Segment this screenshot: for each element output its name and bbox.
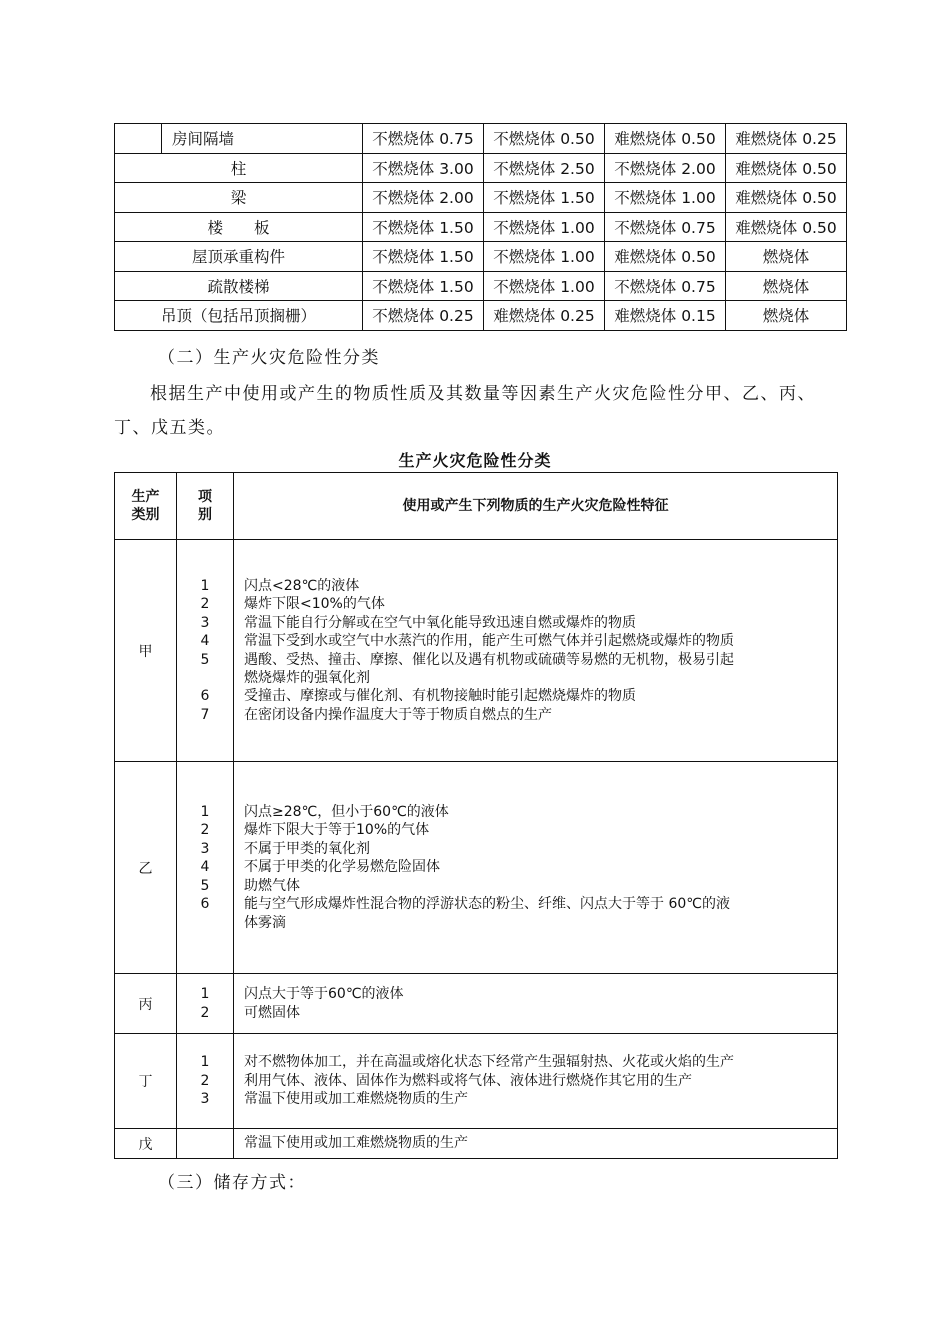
fire-rating-cell: 不燃烧体 0.75 bbox=[605, 212, 726, 242]
characteristic-line: 闪点<28℃的液体 bbox=[244, 577, 360, 594]
characteristic-line: 爆炸下限<10%的气体 bbox=[244, 596, 385, 613]
characteristic-line: 不属于甲类的化学易燃危险固体 bbox=[244, 859, 440, 876]
item-number: 5 bbox=[200, 651, 210, 668]
fire-resistance-row bbox=[115, 124, 847, 154]
item-number bbox=[177, 914, 233, 932]
item-number: 2 bbox=[200, 822, 210, 839]
fire-rating-cell: 不燃烧体 0.75 bbox=[363, 124, 484, 154]
fire-rating-cell: 不燃烧体 2.00 bbox=[363, 183, 484, 213]
characteristic-line: 常温下使用或加工难燃烧物质的生产 bbox=[244, 1135, 468, 1152]
fire-rating-cell: 不燃烧体 2.50 bbox=[484, 153, 605, 183]
characteristics-cell bbox=[234, 1129, 838, 1159]
category-cell: 甲 bbox=[115, 540, 177, 762]
characteristic-line: 不属于甲类的氧化剂 bbox=[244, 840, 370, 857]
fire-resistance-table bbox=[114, 123, 847, 331]
fire-rating-cell: 不燃烧体 0.50 bbox=[484, 124, 605, 154]
characteristic-line: 爆炸下限大于等于10%的气体 bbox=[244, 822, 430, 839]
item-numbers-cell bbox=[177, 1129, 234, 1159]
fire-rating-cell: 难燃烧体 0.25 bbox=[726, 124, 847, 154]
fire-rating-cell: 不燃烧体 1.00 bbox=[484, 242, 605, 272]
item-number: 6 bbox=[200, 688, 210, 705]
fire-resistance-row bbox=[115, 183, 847, 213]
component-label: 吊顶（包括吊顶搁栅） bbox=[115, 301, 363, 331]
item-number bbox=[177, 669, 233, 687]
header-item bbox=[177, 473, 234, 540]
category-cell: 戊 bbox=[115, 1129, 177, 1159]
item-number: 1 bbox=[200, 577, 210, 594]
fire-resistance-row bbox=[115, 271, 847, 301]
characteristic-line: 常温下使用或加工难燃烧物质的生产 bbox=[244, 1091, 468, 1108]
header-item-line1: 项 bbox=[198, 489, 212, 505]
characteristics-cell bbox=[234, 1034, 838, 1129]
hazard-table-body bbox=[115, 473, 838, 1159]
component-label: 疏散楼梯 bbox=[115, 271, 363, 301]
paragraph-line1: 根据生产中使用或产生的物质性质及其数量等因素生产火灾危险性分甲、乙、丙、 bbox=[150, 384, 816, 404]
fire-rating-cell: 燃烧体 bbox=[726, 301, 847, 331]
item-number: 4 bbox=[200, 633, 210, 650]
fire-resistance-row bbox=[115, 153, 847, 183]
characteristic-line: 体雾滴 bbox=[244, 914, 286, 931]
header-category-line2: 类别 bbox=[131, 507, 160, 523]
characteristic-line: 燃烧爆炸的强氧化剂 bbox=[244, 669, 370, 686]
hazard-table-header-row bbox=[115, 473, 838, 540]
fire-rating-cell: 不燃烧体 1.00 bbox=[484, 271, 605, 301]
fire-rating-cell: 难燃烧体 0.25 bbox=[484, 301, 605, 331]
fire-rating-cell: 燃烧体 bbox=[726, 242, 847, 272]
fire-rating-cell: 不燃烧体 0.75 bbox=[605, 271, 726, 301]
characteristic-line: 助燃气体 bbox=[244, 877, 300, 894]
fire-resistance-table-body bbox=[115, 124, 847, 331]
fire-rating-cell: 不燃烧体 0.25 bbox=[363, 301, 484, 331]
component-label: 楼 板 bbox=[115, 212, 363, 242]
fire-rating-cell: 不燃烧体 1.50 bbox=[363, 242, 484, 272]
fire-resistance-row bbox=[115, 242, 847, 272]
item-number: 3 bbox=[200, 614, 210, 631]
fire-rating-cell: 不燃烧体 2.00 bbox=[605, 153, 726, 183]
fire-rating-cell: 难燃烧体 0.50 bbox=[726, 153, 847, 183]
item-number: 7 bbox=[200, 706, 210, 723]
characteristic-line: 遇酸、受热、撞击、摩擦、催化以及遇有机物或硫磺等易燃的无机物，极易引起 bbox=[244, 651, 734, 668]
fire-rating-cell: 难燃烧体 0.50 bbox=[605, 124, 726, 154]
item-number: 6 bbox=[200, 896, 210, 913]
row-indent-cell bbox=[115, 124, 162, 154]
component-label: 房间隔墙 bbox=[162, 124, 363, 154]
characteristic-line: 利用气体、液体、固体作为燃料或将气体、液体进行燃烧作其它用的生产 bbox=[244, 1072, 692, 1089]
item-number: 1 bbox=[200, 1054, 210, 1071]
category-cell: 丁 bbox=[115, 1034, 177, 1129]
item-numbers-cell bbox=[177, 762, 234, 974]
characteristic-line: 对不燃物体加工，并在高温或熔化状态下经常产生强辐射热、火花或火焰的生产 bbox=[244, 1054, 734, 1071]
characteristic-line: 常温下能自行分解或在空气中氧化能导致迅速自燃或爆炸的物质 bbox=[244, 614, 636, 631]
fire-rating-cell: 不燃烧体 1.50 bbox=[363, 271, 484, 301]
fire-rating-cell: 不燃烧体 3.00 bbox=[363, 153, 484, 183]
item-number: 1 bbox=[200, 986, 210, 1003]
characteristics-cell bbox=[234, 540, 838, 762]
fire-rating-cell: 不燃烧体 1.50 bbox=[363, 212, 484, 242]
fire-rating-cell: 不燃烧体 1.50 bbox=[484, 183, 605, 213]
item-numbers-cell bbox=[177, 1034, 234, 1129]
characteristic-line: 闪点≥28℃，但小于60℃的液体 bbox=[244, 804, 449, 821]
fire-rating-cell: 难燃烧体 0.50 bbox=[726, 212, 847, 242]
component-label: 屋顶承重构件 bbox=[115, 242, 363, 272]
hazard-category-row bbox=[115, 974, 838, 1034]
header-item-line2: 别 bbox=[198, 507, 212, 523]
category-cell: 丙 bbox=[115, 974, 177, 1034]
header-category-line1: 生产 bbox=[131, 489, 160, 505]
item-number: 1 bbox=[200, 804, 210, 821]
characteristics-cell bbox=[234, 762, 838, 974]
fire-rating-cell: 不燃烧体 1.00 bbox=[605, 183, 726, 213]
item-number: 2 bbox=[200, 596, 210, 613]
characteristic-line: 在密闭设备内操作温度大于等于物质自燃点的生产 bbox=[244, 706, 552, 723]
item-number: 4 bbox=[200, 859, 210, 876]
section2-heading: （二）生产火灾危险性分类 bbox=[158, 348, 380, 368]
component-label: 柱 bbox=[115, 153, 363, 183]
hazard-category-row bbox=[115, 762, 838, 974]
item-numbers-cell bbox=[177, 540, 234, 762]
fire-rating-cell: 难燃烧体 0.15 bbox=[605, 301, 726, 331]
item-number: 2 bbox=[200, 1004, 210, 1021]
fire-rating-cell: 难燃烧体 0.50 bbox=[605, 242, 726, 272]
item-number: 2 bbox=[200, 1072, 210, 1089]
fire-resistance-row bbox=[115, 301, 847, 331]
hazard-classification-table bbox=[114, 472, 838, 1159]
section3-heading: （三）储存方式： bbox=[158, 1173, 306, 1193]
paragraph-line2: 丁、戊五类。 bbox=[114, 418, 225, 438]
hazard-category-row bbox=[115, 1034, 838, 1129]
fire-resistance-row bbox=[115, 212, 847, 242]
hazard-category-row bbox=[115, 1129, 838, 1159]
header-category bbox=[115, 473, 177, 540]
item-number: 3 bbox=[200, 1091, 210, 1108]
characteristic-line: 可燃固体 bbox=[244, 1004, 300, 1021]
characteristic-line: 受撞击、摩擦或与催化剂、有机物接触时能引起燃烧爆炸的物质 bbox=[244, 688, 636, 705]
header-characteristics: 使用或产生下列物质的生产火灾危险性特征 bbox=[234, 473, 838, 540]
fire-rating-cell: 难燃烧体 0.50 bbox=[726, 183, 847, 213]
item-number: 3 bbox=[200, 840, 210, 857]
component-label: 梁 bbox=[115, 183, 363, 213]
table2-title: 生产火灾危险性分类 bbox=[398, 451, 552, 470]
hazard-category-row bbox=[115, 540, 838, 762]
category-cell: 乙 bbox=[115, 762, 177, 974]
item-numbers-cell bbox=[177, 974, 234, 1034]
characteristic-line: 闪点大于等于60℃的液体 bbox=[244, 986, 404, 1003]
item-number: 5 bbox=[200, 877, 210, 894]
characteristic-line: 能与空气形成爆炸性混合物的浮游状态的粉尘、纤维、闪点大于等于 60℃的液 bbox=[244, 896, 730, 913]
fire-rating-cell: 燃烧体 bbox=[726, 271, 847, 301]
characteristic-line: 常温下受到水或空气中水蒸汽的作用，能产生可燃气体并引起燃烧或爆炸的物质 bbox=[244, 633, 734, 650]
characteristics-cell bbox=[234, 974, 838, 1034]
fire-rating-cell: 不燃烧体 1.00 bbox=[484, 212, 605, 242]
